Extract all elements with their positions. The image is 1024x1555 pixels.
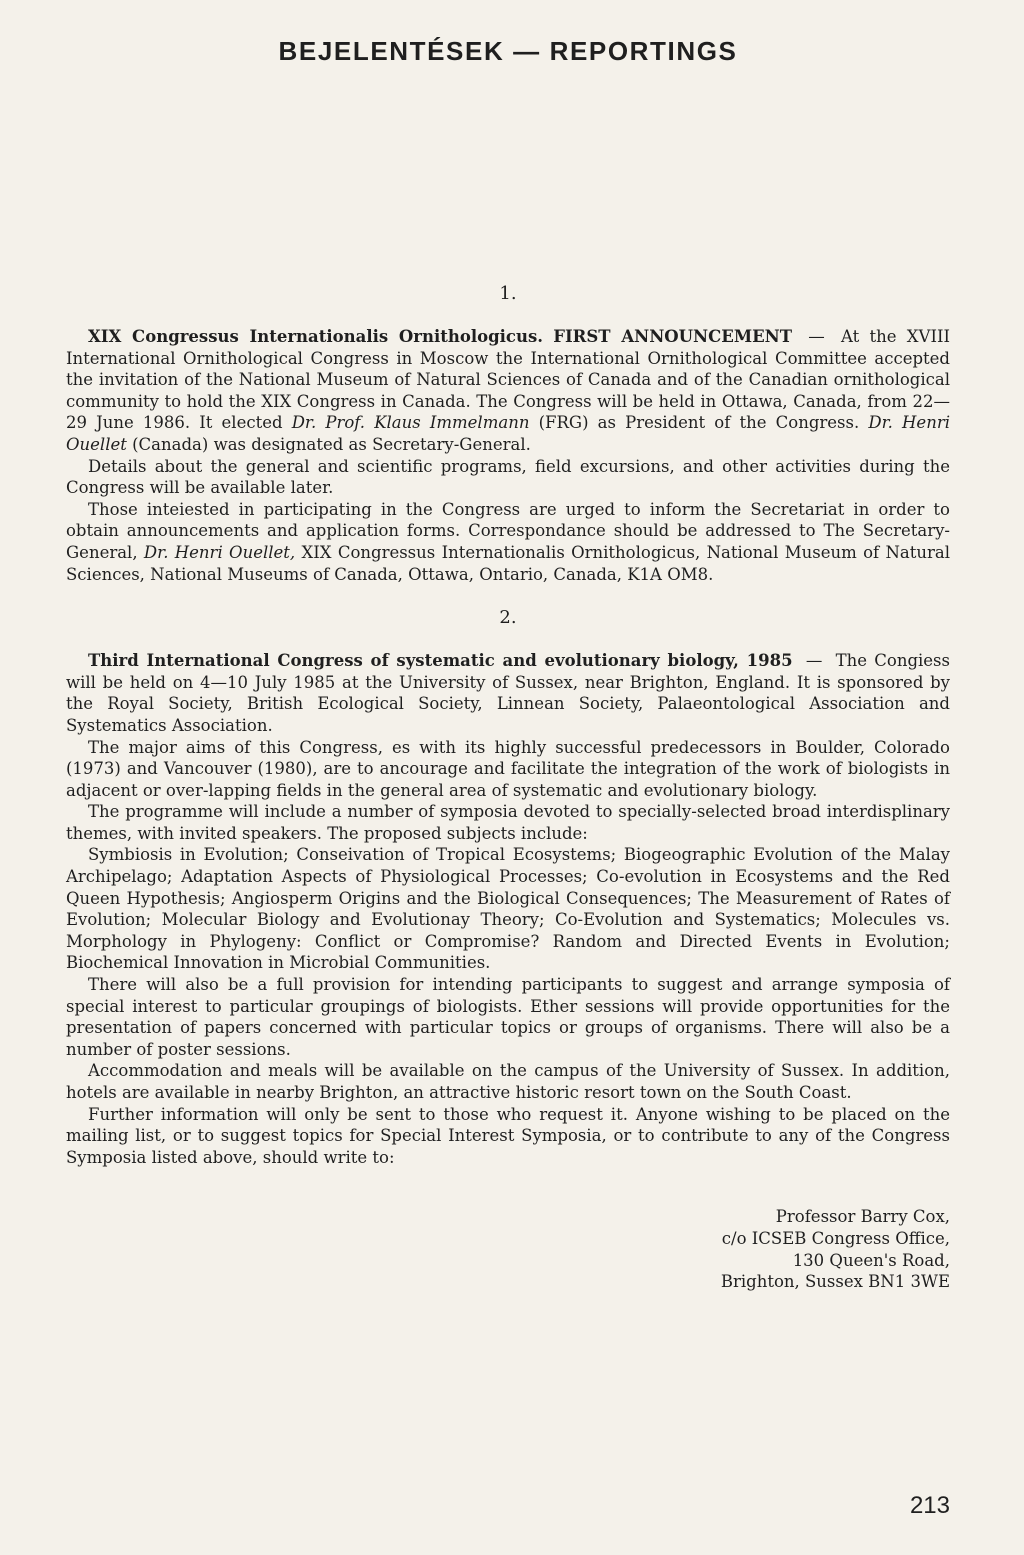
section1-paragraph-1: [66, 326, 950, 456]
page-number: 213: [909, 1492, 950, 1519]
section1-title: XIX Congressus Internationalis Ornithologicus.: [88, 327, 543, 346]
section2-paragraph-5: There will also be a full provision for intending participants to suggest and arrange symposia of special interest to particular groupings of biologists. Ether sessions will provide opportunities for the presentation of papers concerned with particular topics or groups of organisms. There will also be a number of poster sessions.: [66, 975, 950, 1059]
section1-text-b: (FRG) as President of the Congress.: [538, 413, 869, 433]
section1-p3-text-a: Those inteiested in participating in the Congress are urged to inform the Secretariat in order to obtain announcements and application forms. Correspondance should be addressed to The Secretary-General,: [66, 499, 950, 562]
document-page: [66, 28, 950, 1528]
section2-dash: —: [805, 651, 823, 671]
section1-name-1: Dr. Prof. Klaus Immelmann: [291, 413, 530, 433]
section1-name-2: Dr. Henri Ouellet: [66, 413, 950, 454]
section1-p3-text-b: XIX Congressus Internationalis Ornithologicus, National Museum of Natural Sciences, National Museums of Canada, Ottawa, Ontario, Canada, K1A OM8.: [66, 542, 950, 584]
section1-paragraph-3: [66, 499, 950, 585]
section2-text-a: The Congiess will be held on 4—10 July 1985 at the University of Sussex, near Brighton, England. It is sponsored by the Royal Society, British Ecological Society, Linnean Society, Palaeontological Association and Systematics Association.: [66, 651, 950, 735]
section1-dash: —: [808, 327, 825, 346]
section1-text-c: (Canada) was designated as Secretary-General.: [132, 434, 531, 454]
section1-p3-name: Dr. Henri Ouellet,: [143, 542, 296, 562]
section2-paragraph-7: Further information will only be sent to those who request it. Anyone wishing to be placed on the mailing list, or to suggest topics for Special Interest Symposia, or to contribute to any of the Congress Symposia listed above, should write to:: [66, 1104, 950, 1167]
address-line-3: 130 Queen's Road,: [792, 1250, 950, 1270]
page-header: BEJELENTÉSEK — REPORTINGS: [278, 36, 738, 66]
section2-title: Third International Congress of systematic and evolutionary biology, 1985: [88, 651, 793, 671]
section1-announcement: FIRST ANNOUNCEMENT: [553, 327, 793, 346]
address-line-4: Brighton, Sussex BN1 3WE: [720, 1272, 950, 1292]
section1-text-a: At the XVIII International Ornithological Congress in Moscow the International Ornithological Committee accepted the invitation of the National Museum of Natural Sciences of Canada and of the Canadian ornithological community to hold the XIX Congress in Canada. The Congress will be held in Ottawa, Canada, from 22—29 June 1986. It elected: [66, 327, 951, 433]
section1-paragraph-2: Details about the general and scientific programs, field excursions, and other activities during the Congress will be available later.: [66, 456, 950, 498]
section-number-2: 2.: [499, 607, 517, 629]
address-line-2: c/o ICSEB Congress Office,: [721, 1228, 950, 1248]
section2-paragraph-2: The major aims of this Congress, es with its highly successful predecessors in Boulder, Colorado (1973) and Vancouver (1980), are to ancourage and facilitate the integration of the work of biologists in adjacent or over-lapping fields in the general area of systematic and evolutionary biology.: [66, 737, 950, 800]
section2-paragraph-1: [66, 650, 950, 736]
address-line-1: Professor Barry Cox,: [775, 1207, 950, 1227]
section2-paragraph-6: Accommodation and meals will be available on the campus of the University of Sussex. In addition, hotels are available in nearby Brighton, an attractive historic resort town on the South Coast.: [66, 1061, 950, 1102]
section2-paragraph-4: Symbiosis in Evolution; Conseivation of Tropical Ecosystems; Biogeographic Evolution of the Malay Archipelago; Adaptation Aspects of Physiological Processes; Co-evolution in Ecosystems and the Red Queen Hypothesis; Angiosperm Origins and the Biological Consequences; The Measurement of Rates of Evolution; Molecular Biology and Evolutionay Theory; Co-Evolution and Systematics; Molecules vs. Morphology in Phylogeny: Conflict or Compromise? Random and Directed Events in Evolution; Biochemical Innovation in Microbial Communities.: [66, 845, 950, 973]
section-number-1: 1.: [499, 283, 517, 304]
section2-paragraph-3: The programme will include a number of symposia devoted to specially-selected broad interdisplinary themes, with invited speakers. The proposed subjects include:: [66, 802, 950, 843]
contact-address: [66, 1206, 950, 1292]
